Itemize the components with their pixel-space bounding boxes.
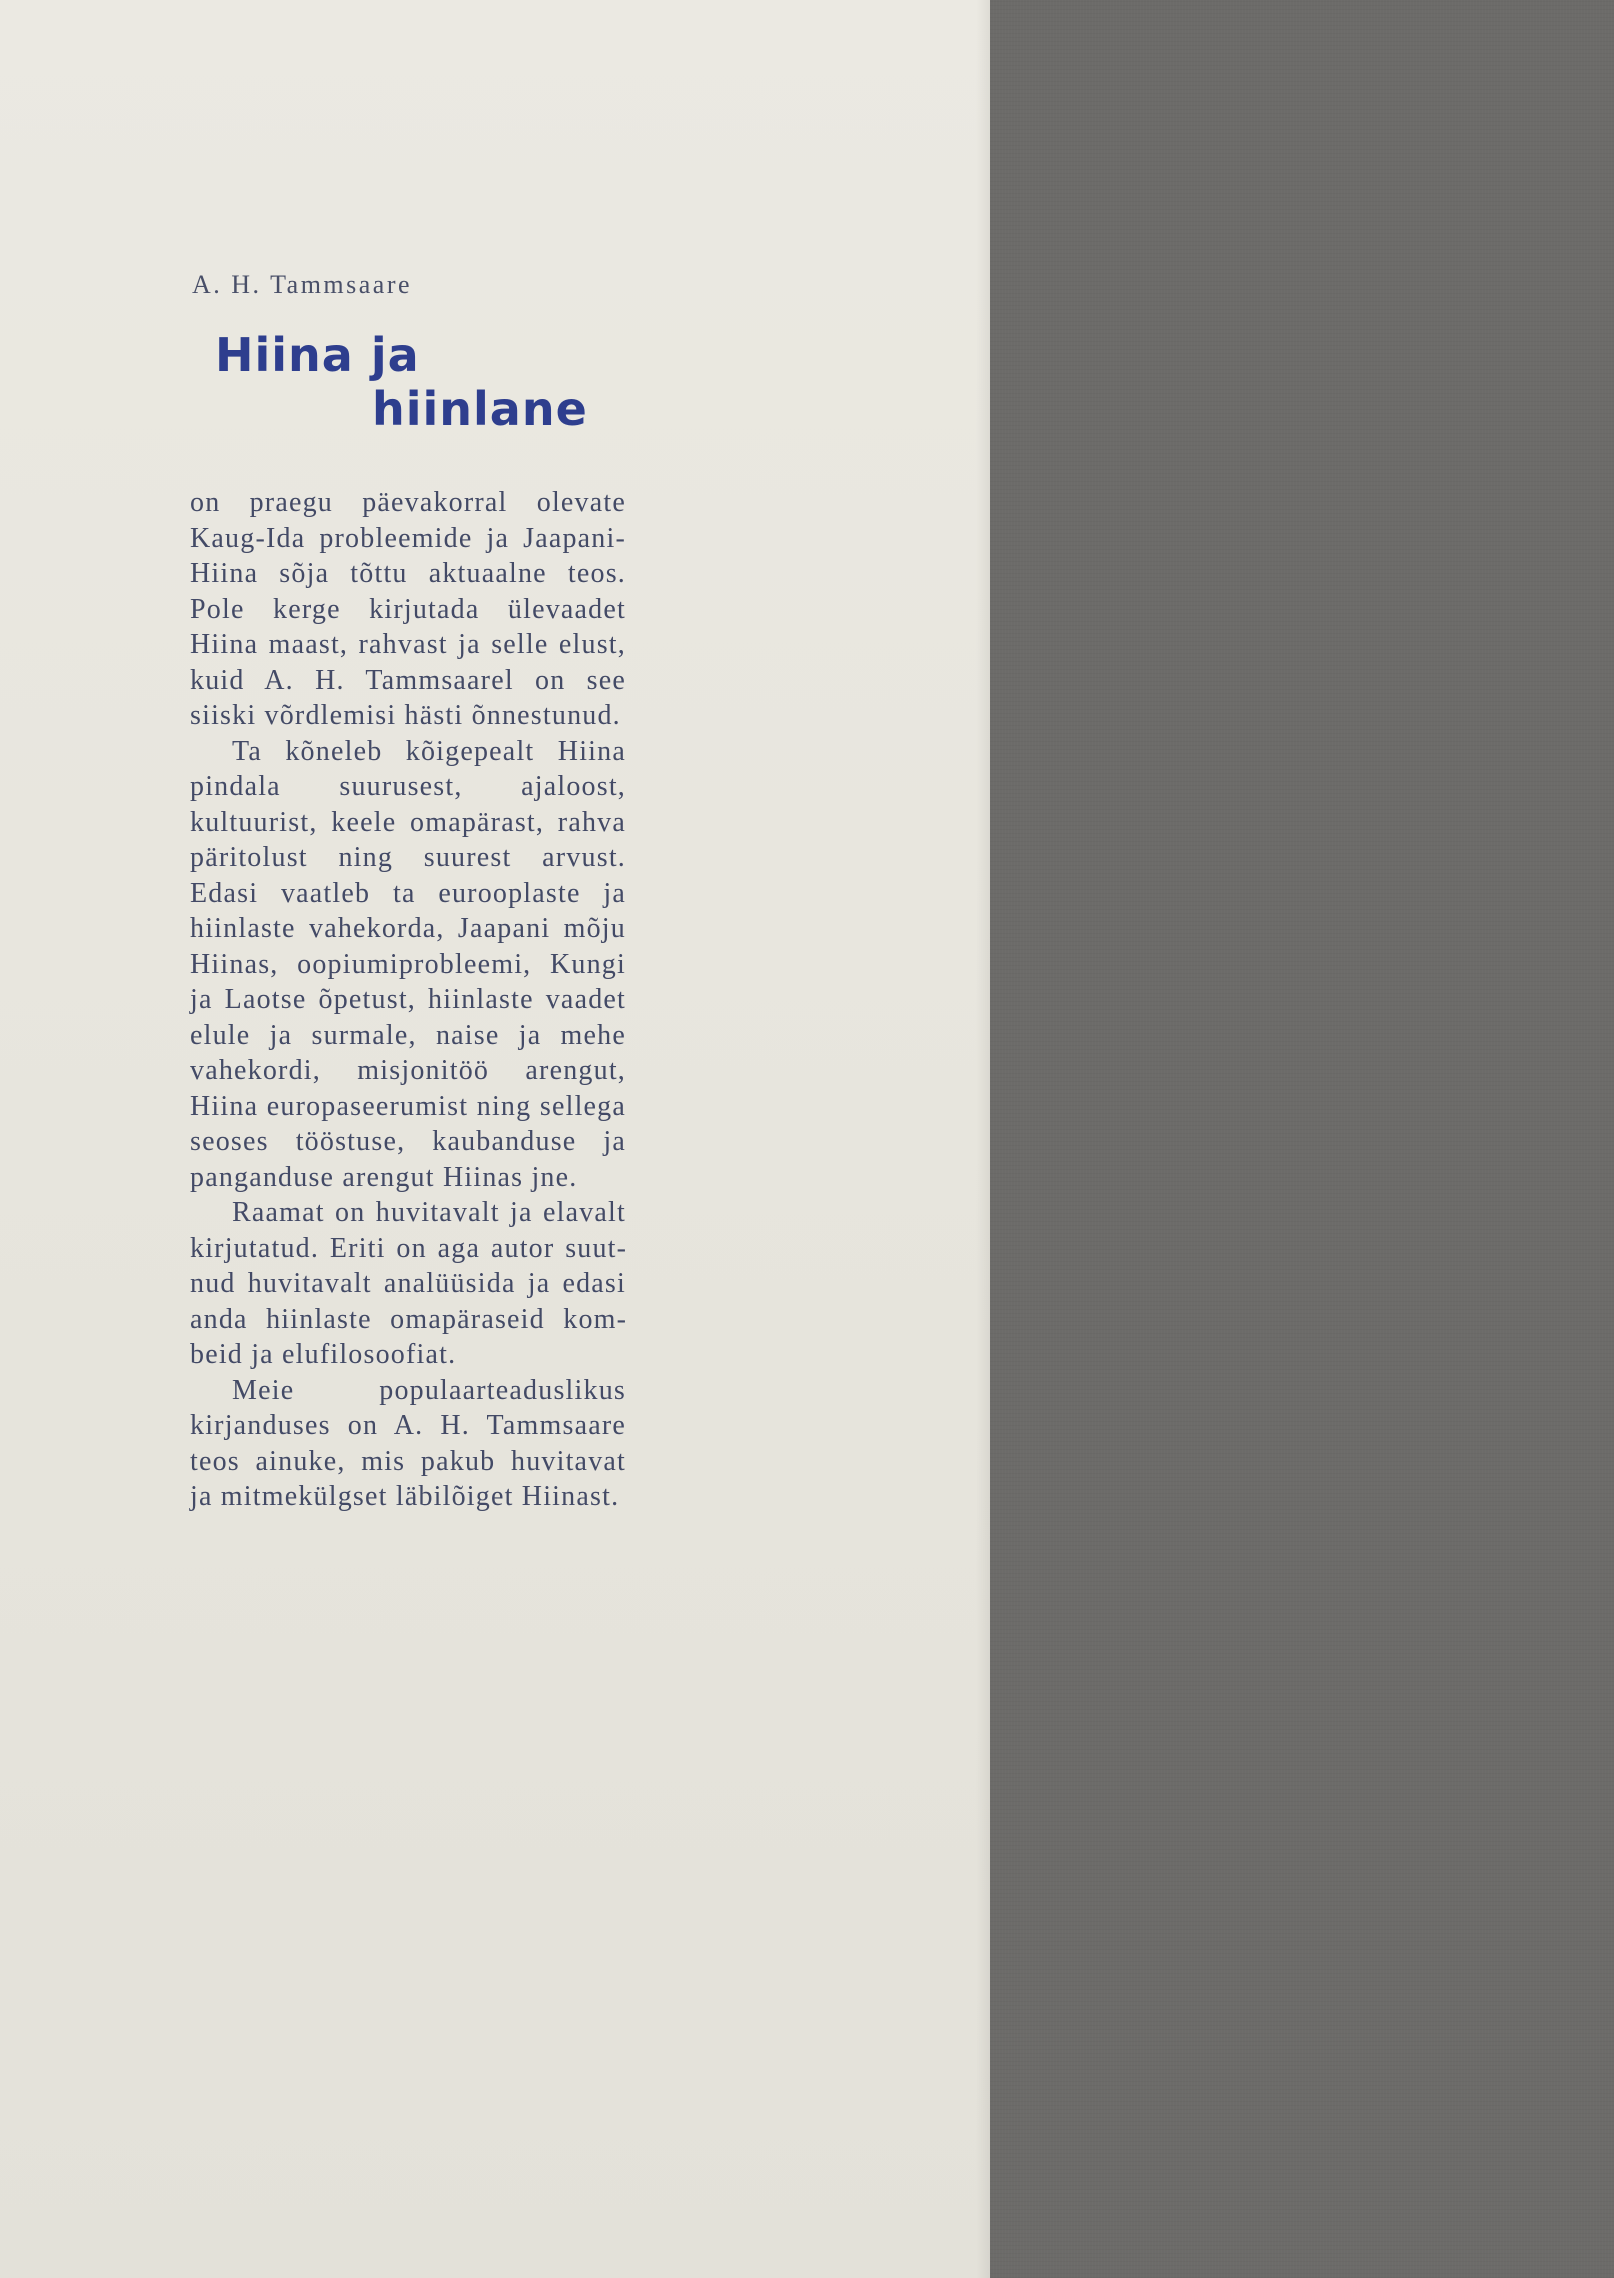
paragraph-assessment: Raamat on huvitavalt ja elavalt kirjutatud. Eriti on aga autor suutnud huvitavalt analüüsida ja edasi anda hiinlaste omapäraseid kombeid ja elufilosoofiat.	[190, 1197, 626, 1370]
paragraph-intro: on praegu päevakorral olevate Kaug-Ida probleemide ja Jaapani-Hiina sõja tõttu aktuaalne teos. Pole kerge kirjutada ülevaadet Hiina maast, rahvast ja selle elust, kuid A. H. Tammsaarel on see siiski võrdlemisi hästi õnnestunud.	[190, 487, 626, 731]
paragraph-content: Ta kõneleb kõigepealt Hiina pindala suurusest, ajaloost, kultuurist, keele omapärast, rahva päritolust ning suurest arvust. Edasi vaatleb ta eurooplaste ja hiinlaste vahekorda, Jaapani mõju Hiinas, oopiumiprobleemi, Kungi ja Laotse õpetust, hiinlaste vaadet elule ja surmale, naise ja mehe vahekordi, misjonitöö arengut, Hiina europaseerumist ning sellega seoses tööstuse, kaubanduse ja panganduse arengut Hiinas jne.	[190, 735, 626, 1193]
article	[190, 270, 635, 1515]
author-name: A. H. Tammsaare	[192, 270, 413, 299]
panel-shadow	[976, 0, 990, 2278]
title-line-2: hiinlane	[372, 382, 588, 436]
gray-cover-panel	[990, 0, 1614, 2278]
paragraph-conclusion: Meie populaarteaduslikus kirjanduses on A. H. Tammsaare teos ainuke, mis pakub huvitavat ja mitmekülgset läbilõiget Hiinast.	[190, 1374, 626, 1512]
title-line-1: Hiina ja	[215, 328, 420, 382]
article-body	[190, 485, 626, 1515]
article-title	[190, 328, 635, 436]
